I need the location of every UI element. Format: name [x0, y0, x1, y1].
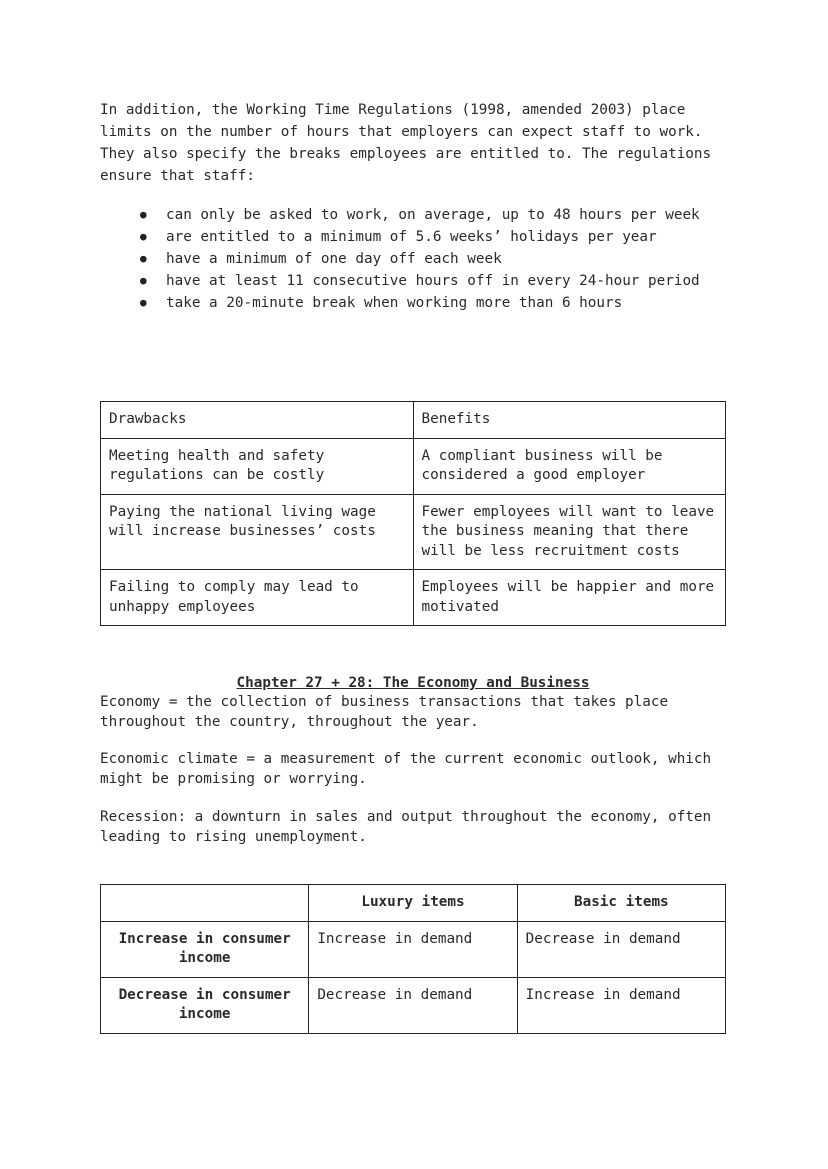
benefit-cell: Employees will be happier and more motivated [413, 570, 726, 626]
drawback-cell: Failing to comply may lead to unhappy employees [101, 570, 414, 626]
benefit-cell: A compliant business will be considered a good employer [413, 438, 726, 494]
drawback-cell: Paying the national living wage will increase businesses’ costs [101, 494, 414, 570]
luxury-cell: Increase in demand [309, 921, 517, 977]
table-row [101, 438, 726, 494]
intro-paragraph: In addition, the Working Time Regulations (1998, amended 2003) place limits on the number of hours that employers can expect staff to work. They also specify the breaks employees are entitled to. The regulations ensure that staff: [100, 102, 712, 184]
table-header-row [101, 402, 726, 439]
definition-economy: Economy = the collection of business transactions that takes place throughout the country, throughout the year. [100, 694, 669, 730]
list-item: ● are entitled to a minimum of 5.6 weeks’ holidays per year [140, 226, 700, 248]
table-header-row [101, 885, 726, 922]
header-basic-items: Basic items [517, 885, 725, 922]
row-header-increase: Increase in consumer income [101, 921, 309, 977]
list-item: ● have at least 11 consecutive hours off in every 24-hour period [140, 270, 700, 292]
list-item: ● have a minimum of one day off each week [140, 248, 700, 270]
row-header-decrease: Decrease in consumer income [101, 977, 309, 1033]
header-drawbacks: Drawbacks [101, 402, 414, 439]
regulations-list [140, 204, 700, 314]
drawbacks-benefits-table [100, 401, 726, 626]
definition-economic-climate: Economic climate = a measurement of the current economic outlook, which might be promising or worrying. [100, 751, 712, 787]
table-row [101, 494, 726, 570]
luxury-cell: Decrease in demand [309, 977, 517, 1033]
drawback-cell: Meeting health and safety regulations can be costly [101, 438, 414, 494]
table-row [101, 977, 726, 1033]
table-row [101, 921, 726, 977]
list-item: ● can only be asked to work, on average, up to 48 hours per week [140, 204, 700, 226]
basic-cell: Decrease in demand [517, 921, 725, 977]
benefit-cell: Fewer employees will want to leave the business meaning that there will be less recruitment costs [413, 494, 726, 570]
table-row [101, 570, 726, 626]
header-benefits: Benefits [413, 402, 726, 439]
income-demand-table [100, 884, 726, 1034]
chapter-heading: Chapter 27 + 28: The Economy and Business [236, 675, 590, 691]
basic-cell: Increase in demand [517, 977, 725, 1033]
list-item: ● take a 20-minute break when working more than 6 hours [140, 292, 700, 314]
header-empty [101, 885, 309, 922]
header-luxury-items: Luxury items [309, 885, 517, 922]
definition-recession: Recession: a downturn in sales and output throughout the economy, often leading to rising unemployment. [100, 809, 712, 845]
